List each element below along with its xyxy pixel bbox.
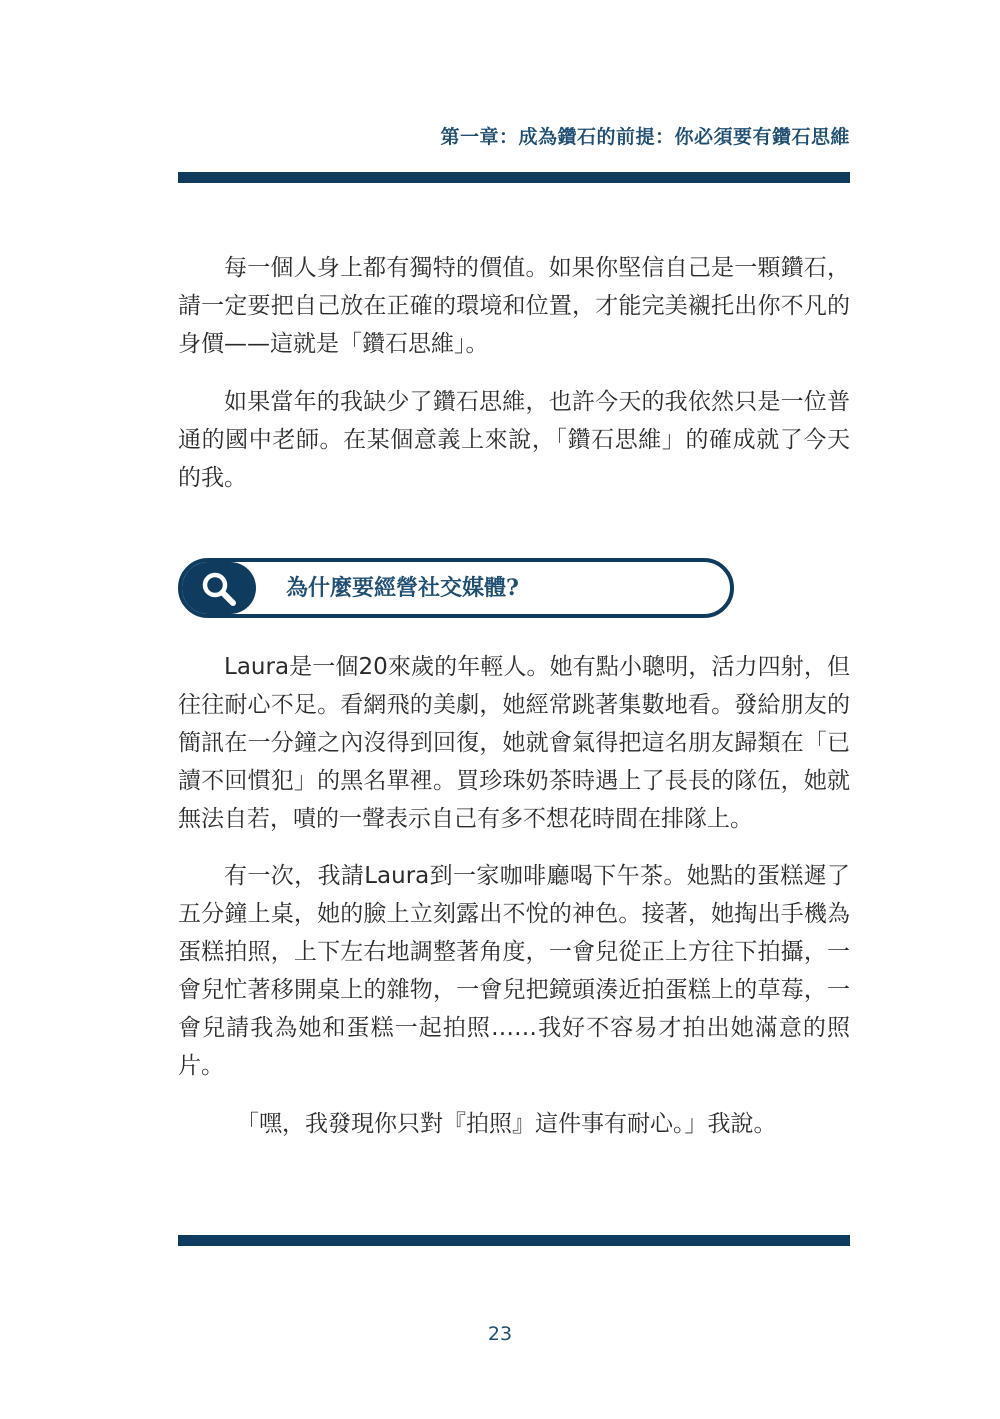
- paragraph-2: 如果當年的我缺少了鑽石思維，也許今天的我依然只是一位普通的國中老師。在某個意義上來說，「鑽石思維」的確成就了今天的我。: [178, 389, 850, 491]
- page-number: 23: [487, 1323, 513, 1345]
- search-icon: [200, 570, 238, 608]
- section-heading-banner: [178, 558, 734, 618]
- running-header: 第一章：成為鑽石的前提：你必須要有鑽石思維: [440, 126, 850, 148]
- footer-rule: [178, 1235, 850, 1246]
- section-title: 為什麼要經營社交媒體?: [286, 575, 519, 601]
- paragraph-3: Laura是一個20來歲的年輕人。她有點小聰明，活力四射，但往往耐心不足。看網飛的美劇，她經常跳著集數地看。發給朋友的簡訊在一分鐘之內沒得到回復，她就會氣得把這名朋友歸類在「已讀不回慣犯」的黑名單裡。買珍珠奶茶時遇上了長長的隊伍，她就無法自若，嘖的一聲表示自己有多不想花時間在排隊上。: [178, 654, 850, 832]
- banner-icon-block: [182, 562, 256, 614]
- header-rule: [178, 172, 850, 183]
- paragraph-5: 「嘿，我發現你只對『拍照』這件事有耐心。」我說。: [236, 1111, 777, 1137]
- paragraph-4: 有一次，我請Laura到一家咖啡廳喝下午茶。她點的蛋糕遲了五分鐘上桌，她的臉上立刻露出不悅的神色。接著，她掏出手機為蛋糕拍照，上下左右地調整著角度，一會兒從正上方往下拍攝，一會兒忙著移開桌上的雜物，一會兒把鏡頭湊近拍蛋糕上的草莓，一會兒請我為她和蛋糕一起拍照……我好不容易才拍出她滿意的照片。: [178, 863, 850, 1079]
- paragraph-1: 每一個人身上都有獨特的價值。如果你堅信自己是一顆鑽石，請一定要把自己放在正確的環境和位置，才能完美襯托出你不凡的身價——這就是「鑽石思維」。: [178, 255, 850, 357]
